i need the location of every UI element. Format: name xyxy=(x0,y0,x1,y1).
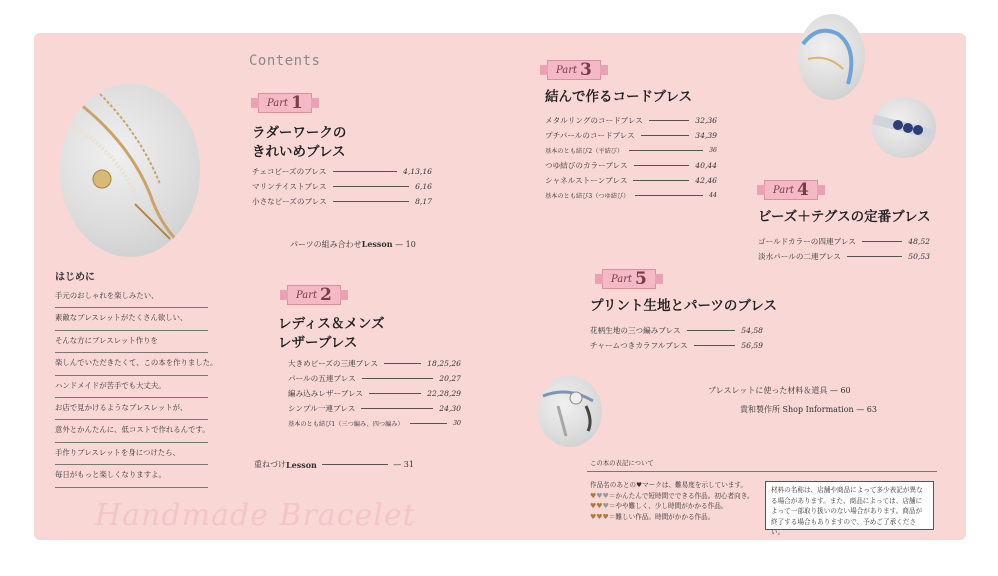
stone-bracelet-image xyxy=(872,97,936,158)
blue-bracelet-image xyxy=(798,14,865,100)
toc-leader xyxy=(369,393,421,394)
part-3-tag: Part xyxy=(556,64,578,76)
charm-bracelet-image xyxy=(538,376,602,447)
contents-heading: Contents xyxy=(249,53,321,69)
lesson-text: 重ねづけ xyxy=(254,460,286,469)
toc-item-title: パールの五連ブレス xyxy=(288,374,356,383)
shop-text: 貴和製作所 Shop Information xyxy=(740,405,854,414)
part-4-list xyxy=(758,234,930,264)
part-3-list xyxy=(545,113,717,203)
heart-empty-icon: ♥♥ xyxy=(596,491,609,500)
toc-item-title: ゴールドカラーの四連ブレス xyxy=(758,237,856,246)
intro-line: ハンドメイドが苦手でも大丈夫。 xyxy=(55,376,208,398)
part-5-ribbon xyxy=(602,269,656,289)
part-1-ribbon xyxy=(258,93,312,113)
toc-item-pages: 48,52 xyxy=(908,237,930,246)
toc-item-pages: 22,28,29 xyxy=(427,389,461,398)
part-4-number: 4 xyxy=(797,180,809,200)
toc-item-title: チャームつきカラフルブレス xyxy=(590,341,688,350)
gold-bracelet-image xyxy=(60,84,200,257)
toc-item[interactable] xyxy=(288,371,461,386)
difficulty-text: ＝やや難しく、少し時間がかかる作品。 xyxy=(608,502,728,510)
intro-line: お店で見かけるようなブレスレットが、 xyxy=(55,398,208,420)
toc-item[interactable] xyxy=(288,356,461,371)
toc-leader xyxy=(633,180,689,181)
toc-leader xyxy=(635,195,703,196)
toc-item[interactable] xyxy=(252,164,432,179)
part-2-list xyxy=(288,356,461,431)
toc-item[interactable] xyxy=(288,386,461,401)
toc-item-title: 基本のとも結び2（平結び） xyxy=(545,148,624,155)
notes-line: 作品名のあとの♥マークは、難易度を示しています。 xyxy=(590,481,748,489)
toc-item-pages: 30 xyxy=(453,420,461,427)
part-4-ribbon xyxy=(764,180,818,200)
difficulty-level-2 xyxy=(590,501,754,512)
part-2-tag: Part xyxy=(296,289,318,301)
shop-info-link[interactable] xyxy=(740,404,877,415)
lesson-page: — 10 xyxy=(395,240,416,249)
part-1-list xyxy=(252,164,432,209)
toc-item-pages: 40,44 xyxy=(695,161,717,170)
intro-line: そんな方にブレスレット作りを xyxy=(55,331,208,353)
heart-empty-icon: ♥ xyxy=(602,502,609,510)
part-1-tag: Part xyxy=(267,97,289,109)
toc-leader xyxy=(694,345,736,346)
intro-line: 楽しんでいただきたくて、この本を作りました。 xyxy=(55,353,208,375)
toc-item-pages: 56,59 xyxy=(741,341,763,350)
intro-text xyxy=(55,286,218,488)
toc-item-pages: 4,13,16 xyxy=(403,167,432,176)
toc-leader xyxy=(641,135,689,136)
intro-line: 手作りブレスレットを身につけたら、 xyxy=(55,443,208,465)
lesson-page: — 31 xyxy=(393,460,414,469)
toc-item[interactable] xyxy=(545,158,717,173)
toc-item-title: マリンテイストブレス xyxy=(252,182,327,191)
toc-item[interactable] xyxy=(590,338,763,353)
part-4-title: ビーズ＋テグスの定番ブレス xyxy=(758,209,931,225)
toc-leader xyxy=(410,423,447,424)
difficulty-level-1 xyxy=(590,491,754,502)
bracelet-photo-blue xyxy=(798,14,865,100)
toc-item-title: 基本のとも結び3（つゆ結び） xyxy=(545,193,630,200)
toc-leader xyxy=(333,201,409,202)
toc-item[interactable] xyxy=(288,416,461,431)
heart-icon: ♥ xyxy=(590,491,597,500)
toc-leader xyxy=(384,363,421,364)
toc-item-title: 基本のとも結び1（三つ編み、四つ編み） xyxy=(288,421,404,428)
difficulty-text: ＝かんたんで短時間でできる作品。初心者向き。 xyxy=(608,491,754,500)
toc-item-pages: 20,27 xyxy=(439,374,461,383)
toc-leader xyxy=(629,150,703,151)
toc-item-pages: 50,53 xyxy=(908,252,930,261)
toc-leader xyxy=(847,256,902,257)
intro-line: 毎日がもっと楽しくなりますよ。 xyxy=(55,465,208,487)
toc-leader xyxy=(361,408,433,409)
notes-divider xyxy=(587,471,937,472)
heart-icon: ♥♥♥ xyxy=(590,512,609,521)
part-5-title: プリント生地とパーツのブレス xyxy=(590,298,777,314)
toc-item-title: プチパールのコードブレス xyxy=(545,131,635,140)
toc-item-pages: 36 xyxy=(709,147,717,154)
intro-line: 意外とかんたんに、低コストで作れるんです。 xyxy=(55,420,208,442)
toc-item-title: 小さなビーズのブレス xyxy=(252,197,327,206)
part-5-list xyxy=(590,323,763,353)
lesson-label: Lesson xyxy=(361,239,393,249)
toc-leader xyxy=(862,241,902,242)
part-5-tag: Part xyxy=(611,273,633,285)
materials-text: ブレスレットに使った材料＆道具 xyxy=(708,386,828,395)
lesson-parts-combo[interactable] xyxy=(290,239,416,250)
toc-leader xyxy=(649,120,689,121)
toc-item[interactable] xyxy=(758,249,930,264)
toc-leader xyxy=(362,378,434,379)
lesson-layering[interactable] xyxy=(254,459,414,470)
toc-item[interactable] xyxy=(545,113,717,128)
heart-icon: ♥♥ xyxy=(590,502,603,510)
toc-item-title: 淡水パールの二連ブレス xyxy=(758,252,841,261)
toc-leader xyxy=(634,165,690,166)
toc-item-title: シンプル一連ブレス xyxy=(288,404,356,413)
notes-title: この本の表記について xyxy=(590,459,654,467)
bracelet-photo-stones xyxy=(872,97,936,158)
part-2-ribbon xyxy=(287,285,341,305)
toc-item-title: つゆ結びのカラーブレス xyxy=(545,161,628,170)
part-4-tag: Part xyxy=(773,184,795,196)
toc-item[interactable] xyxy=(545,143,717,158)
toc-item-pages: 8,17 xyxy=(415,197,432,206)
toc-item[interactable] xyxy=(545,128,717,143)
toc-item-pages: 54,58 xyxy=(741,326,763,335)
materials-link[interactable] xyxy=(708,385,851,396)
shop-page: — 63 xyxy=(856,405,877,414)
toc-leader xyxy=(333,171,398,172)
part-3-title: 結んで作るコードブレス xyxy=(545,89,693,105)
part-1-title: ラダーワークの きれいめブレス xyxy=(252,125,347,160)
toc-item-pages: 18,25,26 xyxy=(427,359,461,368)
toc-item-title: メタルリングのコードブレス xyxy=(545,116,643,125)
lesson-text: パーツの組み合わせ xyxy=(290,240,362,249)
toc-leader xyxy=(322,464,388,465)
toc-item-title: 大きめビーズの三連ブレス xyxy=(288,359,378,368)
bracelet-photo-main xyxy=(60,84,200,257)
toc-item[interactable] xyxy=(252,194,432,209)
intro-line: 手元のおしゃれを楽しみたい、 xyxy=(55,286,208,308)
part-1-number: 1 xyxy=(291,93,303,113)
difficulty-level-3 xyxy=(590,512,754,523)
intro-line: 素敵なブレスレットがたくさん欲しい、 xyxy=(55,308,208,330)
lesson-label: Lesson xyxy=(286,459,317,470)
toc-item-pages: 34,39 xyxy=(695,131,717,140)
toc-leader xyxy=(333,186,410,187)
bracelet-photo-charm xyxy=(538,376,602,447)
part-5-number: 5 xyxy=(635,269,647,289)
toc-leader xyxy=(687,330,736,331)
intro-title: はじめに xyxy=(55,272,95,283)
notes-disclaimer-box: 材料の名称は、店舗や商品によって多少表記が異なる場合があります。また、商品によっては、店舗によって一部取り扱いのない場合があります。商品が終了する場合もありますので、予めご了承ください。 xyxy=(765,481,934,530)
part-2-title: レディス＆メンズ レザーブレス xyxy=(278,316,385,351)
toc-item[interactable] xyxy=(288,401,461,416)
toc-item[interactable] xyxy=(758,234,930,249)
toc-item-pages: 6,16 xyxy=(415,182,432,191)
toc-item-title: チェコビーズのブレス xyxy=(252,167,327,176)
handmade-bracelet-script: Handmade Bracelet xyxy=(95,498,416,533)
toc-item-pages: 24,30 xyxy=(439,404,461,413)
toc-item-pages: 44 xyxy=(709,192,717,199)
toc-item[interactable] xyxy=(545,188,717,203)
difficulty-text: ＝難しい作品。時間がかかる作品。 xyxy=(608,512,715,521)
toc-item-title: 編み込みレザーブレス xyxy=(288,389,364,398)
part-3-ribbon xyxy=(547,60,601,80)
toc-item[interactable] xyxy=(545,173,717,188)
toc-item-pages: 42,46 xyxy=(695,176,717,185)
toc-item-pages: 32,36 xyxy=(695,116,717,125)
materials-page: — 60 xyxy=(829,386,851,395)
part-2-number: 2 xyxy=(320,285,332,305)
toc-item[interactable] xyxy=(590,323,763,338)
toc-item-title: シャネルストーンブレス xyxy=(545,176,628,185)
notes-text xyxy=(590,480,754,522)
toc-item-title: 花柄生地の三つ編みブレス xyxy=(590,326,681,335)
part-3-number: 3 xyxy=(580,60,592,80)
toc-item[interactable] xyxy=(252,179,432,194)
